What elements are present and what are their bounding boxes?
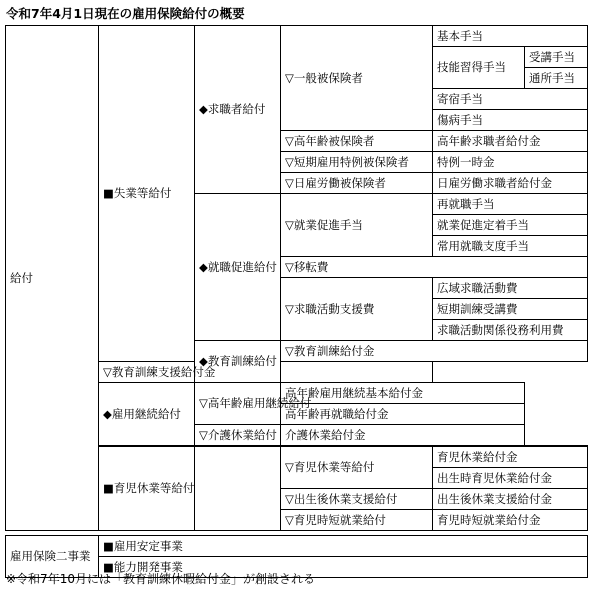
- l3-hiyatoi: ▽日雇労働被保険者: [281, 173, 433, 194]
- benefits-table: [5, 25, 588, 578]
- l3-konenrei: ▽高年齢被保険者: [281, 131, 433, 152]
- l4-jitan-kin: 育児時短就業給付金: [433, 510, 588, 531]
- l3-tanki: ▽短期雇用特例被保険者: [281, 152, 433, 173]
- l3-jitan: ▽育児時短就業給付: [281, 510, 433, 531]
- nijigyo-kaihatsu: ■能力開発事業: [99, 557, 588, 578]
- l4-gino: 技能習得手当: [433, 47, 525, 89]
- l4-kaigo-kin: 介護休業給付金: [281, 425, 525, 447]
- l3-shussan: ▽出生後休業支援給付: [281, 489, 433, 510]
- l4-konenrei-kyushoku: 高年齢求職者給付金: [433, 131, 588, 152]
- l4-ikuji-kin: 育児休業給付金: [433, 446, 588, 468]
- l2-kyushoku: ◆求職者給付: [195, 26, 281, 194]
- l4-hiyatoi-kyushoku: 日雇労働求職者給付金: [433, 173, 588, 194]
- l2-kyoiku: ◆教育訓練給付: [195, 341, 281, 383]
- l4-kihon: 基本手当: [433, 26, 588, 47]
- nijigyo-antei: ■雇用安定事業: [99, 536, 588, 557]
- l5-jukou: 受講手当: [525, 47, 588, 68]
- l2-shushoku: ◆就職促進給付: [195, 194, 281, 341]
- l3-konenrei-keizoku: ▽高年齢雇用継続給付: [195, 383, 281, 425]
- l4-shobyo: 傷病手当: [433, 110, 588, 131]
- l3-shushoku-sokushin: ▽就業促進手当: [281, 194, 433, 257]
- l3-iten: ▽移転費: [281, 257, 588, 278]
- l4-kankei: 求職活動関係役務利用費: [433, 320, 588, 341]
- l1-shitsugyo: ■失業等給付: [99, 26, 195, 362]
- l3-ippan: ▽一般被保険者: [281, 26, 433, 131]
- l4-teichaku: 就業促進定着手当: [433, 215, 588, 236]
- l4-shussei-ikuji: 出生時育児休業給付金: [433, 468, 588, 489]
- footnote: ※令和7年10月には「教育訓練休暇給付金」が創設される: [6, 572, 315, 586]
- l3-ikuji-kyugyo: ▽育児休業等給付: [281, 446, 433, 489]
- l3-kyoiku-shien: ▽教育訓練支援給付金: [99, 362, 433, 383]
- l4-sai-shushoku-kyufu: 高年齢再就職給付金: [281, 404, 525, 425]
- l4-koiki: 広域求職活動費: [433, 278, 588, 299]
- l1-ikuji: ■育児休業等給付: [99, 446, 195, 531]
- l3-kaigo: ▽介護休業給付: [195, 425, 281, 447]
- page-title: 令和7年4月1日現在の雇用保険給付の概要: [6, 6, 245, 21]
- l4-shussan-kin: 出生後休業支援給付金: [433, 489, 588, 510]
- l3-kyoiku-kunren: ▽教育訓練給付金: [281, 341, 588, 362]
- root-label: 給付: [6, 26, 99, 531]
- l4-kishuku: 寄宿手当: [433, 89, 588, 110]
- l2-ikuji-blank: [195, 446, 281, 531]
- l4-tokurei: 特例一時金: [433, 152, 588, 173]
- nijigyo-label: 雇用保険二事業: [6, 536, 99, 578]
- l3-kyushoku-katsudo: ▽求職活動支援費: [281, 278, 433, 341]
- l4-tanki-kunren: 短期訓練受講費: [433, 299, 588, 320]
- l4-kihon-keizoku: 高年齢雇用継続基本給付金: [281, 383, 525, 404]
- l5-tsusho: 通所手当: [525, 68, 588, 89]
- l4-joyo: 常用就職支度手当: [433, 236, 588, 257]
- l2-keizoku: ◆雇用継続給付: [99, 383, 195, 447]
- l4-sai-shushoku: 再就職手当: [433, 194, 588, 215]
